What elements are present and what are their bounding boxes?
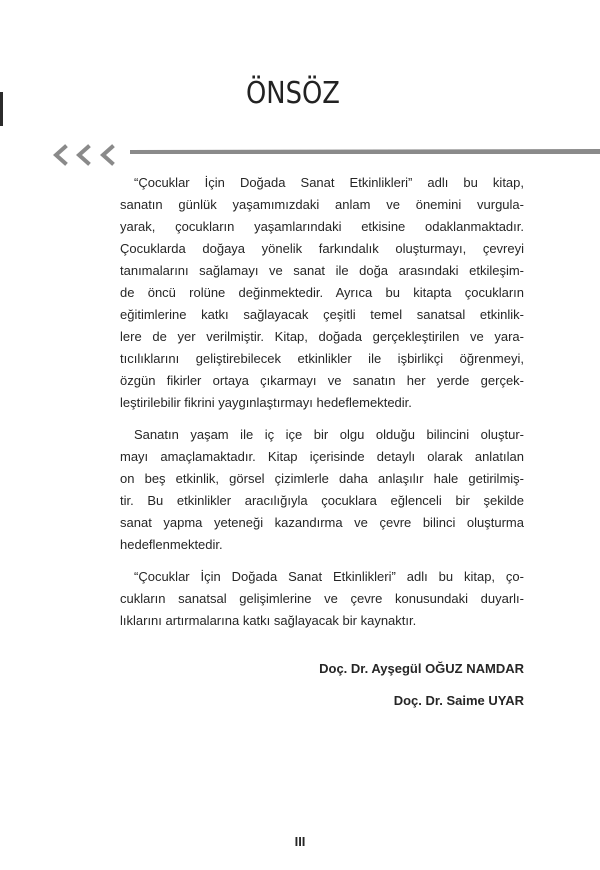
text-line: cukların sanatsal gelişimlerine ve çevre konusundaki duyarlı- bbox=[120, 591, 524, 606]
text-line: “Çocuklar İçin Doğada Sanat Etkinlikleri” adlı bu kitap, bbox=[134, 175, 524, 190]
text-line: Çocuklarda doğaya yönelik farkındalık oluşturmayı, çevreyi bbox=[120, 241, 524, 256]
text-line: eğitimlerine katkı sağlayacak çeşitli temel sanatsal etkinlik- bbox=[120, 307, 524, 322]
text-line: de öncü rolüne değinmektedir. Ayrıca bu kitapta çocukların bbox=[120, 285, 524, 300]
page-title: ÖNSÖZ bbox=[246, 76, 340, 111]
heading-divider bbox=[52, 143, 600, 167]
text-line: sanat yapma yeteneği kazandırma ve çevre bilinci oluşturma bbox=[120, 515, 524, 530]
page-edge-mark bbox=[0, 92, 3, 126]
text-line: “Çocuklar İçin Doğada Sanat Etkinlikleri” adlı bu kitap, ço- bbox=[134, 569, 524, 584]
text-line: lıklarını artırmalarına katkı sağlayacak bir kaynaktır. bbox=[120, 613, 417, 628]
paragraph-3 bbox=[120, 566, 524, 632]
author-name: Doç. Dr. Saime UYAR bbox=[393, 693, 524, 708]
text-line: yarak, çocukların yaşamlarındaki etkisine odaklanmaktadır. bbox=[120, 219, 524, 234]
text-line: mayı amaçlamaktadır. Kitap içerisinde detaylı olarak anlatılan bbox=[120, 449, 524, 464]
text-line: lere de yer verilmiştir. Kitap, doğada gerçekleştirilen ve yara- bbox=[120, 329, 524, 344]
paragraph-1 bbox=[120, 172, 524, 414]
text-line: sanatın günlük yaşamımızdaki anlam ve önemini vurgula- bbox=[120, 197, 524, 212]
author-signatures bbox=[319, 653, 524, 717]
text-line: tanımalarını sağlamayı ve sanat ile doğa arasındaki etkileşim- bbox=[120, 263, 524, 278]
page-number: III bbox=[294, 834, 306, 849]
text-line: hedeflenmektedir. bbox=[120, 537, 223, 552]
text-line: leştirilebilir fikrini yaygınlaştırmayı hedeflemektedir. bbox=[120, 395, 412, 410]
text-line: tıcılıklarını geliştirebilecek etkinlikler ile işbirlikçi öğrenmeyi, bbox=[120, 351, 524, 366]
text-line: Sanatın yaşam ile iç içe bir olgu olduğu bilincini oluştur- bbox=[134, 427, 524, 442]
preface-body bbox=[120, 172, 524, 642]
text-line: tir. Bu etkinlikler aracılığıyla çocuklara eğlenceli bir şekilde bbox=[120, 493, 524, 508]
text-line: on beş etkinlik, görsel çizimlerle daha anlaşılır hale getirilmiş- bbox=[120, 471, 524, 486]
author-name: Doç. Dr. Ayşegül OĞUZ NAMDAR bbox=[319, 661, 524, 676]
text-line: özgün fikirler ortaya çıkarmayı ve sanatın her yerde gerçek- bbox=[120, 373, 524, 388]
triple-chevron-left-icon bbox=[52, 143, 600, 167]
paragraph-2 bbox=[120, 424, 524, 556]
